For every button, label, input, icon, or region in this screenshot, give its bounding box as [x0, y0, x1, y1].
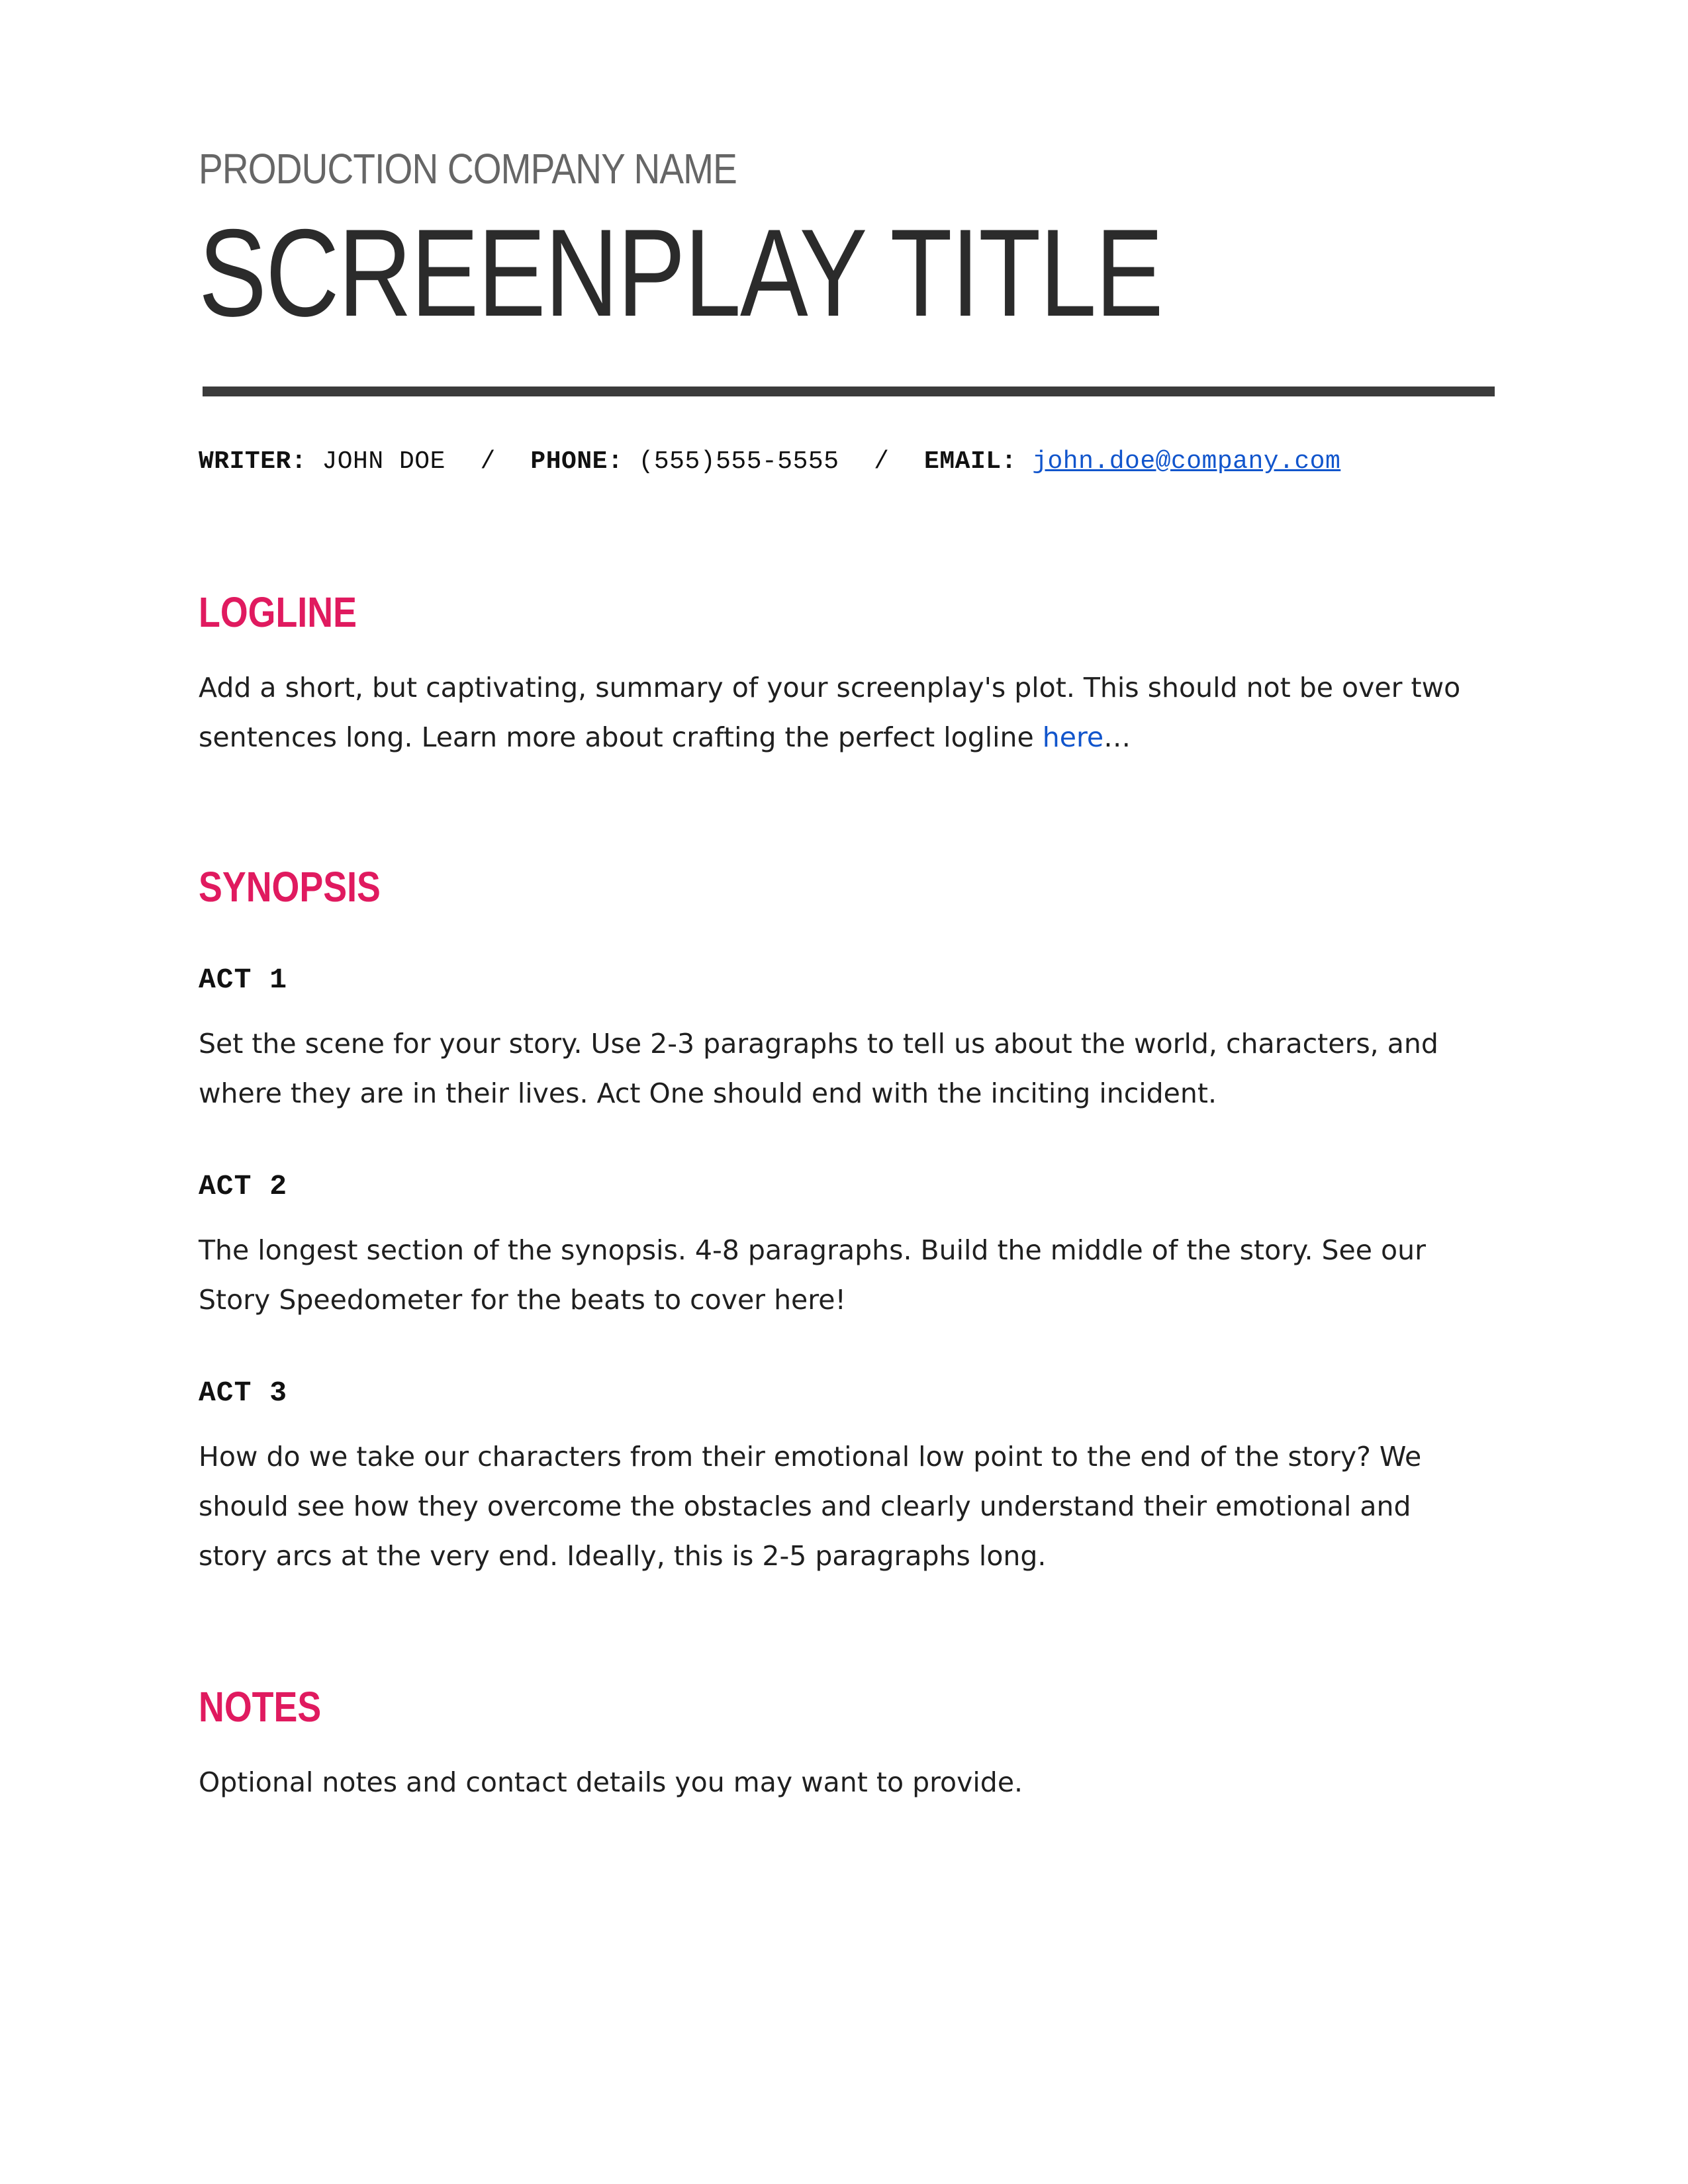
writer-value: JOHN DOE: [322, 447, 445, 476]
act-2-text: The longest section of the synopsis. 4-8 paragraphs. Build the middle of the story. See our Story Speedometer for the beats to cover here!: [199, 1234, 1426, 1316]
synopsis-heading: SYNOPSIS: [199, 863, 381, 911]
logline-heading: LOGLINE: [199, 588, 357, 636]
logline-ellipsis: …: [1103, 721, 1131, 753]
notes-heading: NOTES: [199, 1683, 322, 1731]
logline-text-main: Add a short, but captivating, summary of your screenplay's plot. This should not be over two sentences long. Learn more about crafting the perfect logline: [199, 672, 1461, 753]
contact-line: [199, 447, 1340, 476]
screenplay-title: SCREENPLAY TITLE: [199, 203, 1162, 342]
act-1-text: Set the scene for your story. Use 2-3 paragraphs to tell us about the world, characters, and where they are in their lives. Act One should end with the inciting incident.: [199, 1028, 1438, 1109]
act-1-heading: ACT 1: [199, 964, 288, 996]
phone-label: PHONE:: [530, 447, 624, 476]
email-label: EMAIL:: [924, 447, 1017, 476]
act-3-heading: ACT 3: [199, 1377, 288, 1409]
phone-value: (555)555-5555: [638, 447, 839, 476]
email-link[interactable]: john.doe@company.com: [1032, 447, 1341, 476]
document-page: [199, 0, 1496, 2184]
logline-text: [199, 663, 1483, 762]
production-company-name: PRODUCTION COMPANY NAME: [199, 145, 737, 193]
title-divider: [203, 387, 1495, 396]
contact-separator: /: [480, 447, 496, 476]
writer-label: WRITER:: [199, 447, 307, 476]
act-2-heading: ACT 2: [199, 1170, 288, 1203]
contact-separator: /: [874, 447, 890, 476]
notes-text: Optional notes and contact details you may want to provide.: [199, 1766, 1023, 1798]
logline-here-link[interactable]: here: [1042, 721, 1104, 753]
act-3-text: How do we take our characters from their emotional low point to the end of the story? We should see how they overcome the obstacles and clearly understand their emotional and story arcs at the very end. Ideally, this is 2-5 paragraphs long.: [199, 1441, 1422, 1572]
